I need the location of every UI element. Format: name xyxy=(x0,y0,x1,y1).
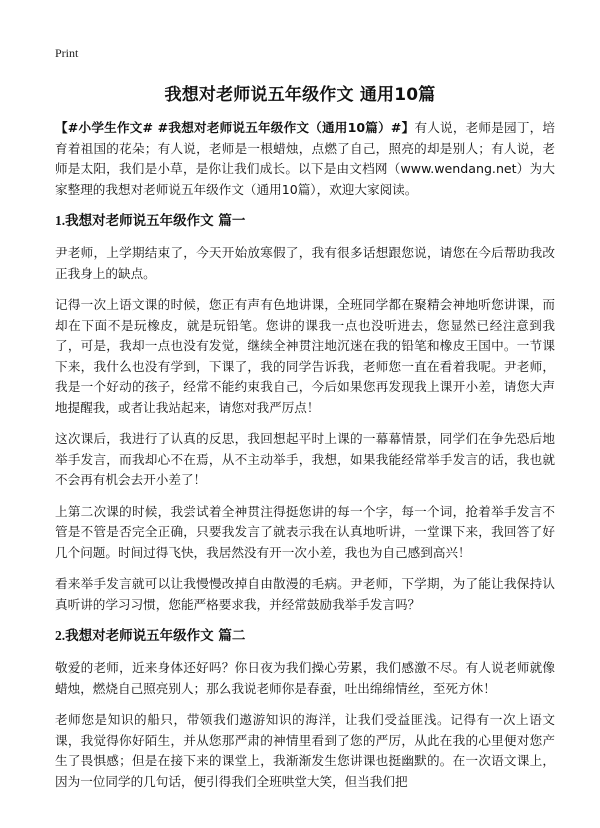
section-heading xyxy=(55,211,555,231)
body-paragraph: 看来举手发言就可以让我慢慢改掉自由散漫的毛病。尹老师，下学期，为了能让我保持认真听讲的学习习惯，您能严格要求我，并经常鼓励我举手发言吗？ xyxy=(55,576,555,612)
intro-paragraph xyxy=(55,118,555,200)
body-paragraph: 这次课后，我进行了认真的反思，我回想起平时上课的一幕幕情景，同学们在争先恐后地举手发言，而我却心不在焉，从不主动举手，我想，如果我能经常举手发言的话，我也就不会再有机会去开小差了！ xyxy=(55,431,555,487)
body-paragraph: 老师您是知识的船只，带领我们遨游知识的海洋，让我们受益匪浅。记得有一次上语文课，我觉得你好陌生，并从您那严肃的神情里看到了您的严厉，从此在我的心里便对您产生了畏惧感；但是在接下来的课堂上，我渐渐发生您讲课也挺幽默的。在一次语文课上，因为一位同学的几句话，便引得我们全班哄堂大笑，但当我们把 xyxy=(55,712,555,789)
print-label[interactable]: Print xyxy=(55,46,79,60)
body-paragraph: 记得一次上语文课的时候，您正有声有色地讲课，全班同学都在聚精会神地听您讲课，而却在下面不是玩橡皮，就是玩铅笔。您讲的课我一点也没听进去，您显然已经注意到我了，可是，我却一点也没有发觉，继续全神贯注地沉迷在我的铅笔和橡皮王国中。一节课下来，我什么也没有学到，下课了，我的同学告诉我，老师您一直在看着我呢。尹老师，我是一个好动的孩子，经常不能约束我自己，今后如果您再发现我上课开小差，请您大声地提醒我，或者让我站起来，请您对我严厉点！ xyxy=(55,297,555,415)
body-paragraph: 上第二次课的时候，我尝试着全神贯注得挺您讲的每一个字，每一个词，抢着举手发言不管是不管是否完全正确，只要我发言了就表示我在认真地听讲，一堂课下来，我回答了好几个问题。时间过得飞快，我居然没有开一次小差，我也为自己感到高兴！ xyxy=(55,503,555,560)
article-body xyxy=(55,118,555,803)
section-heading xyxy=(55,626,555,646)
body-paragraph: 尹老师，上学期结束了，今天开始放寒假了，我有很多话想跟您说，请您在今后帮助我改正我身上的缺点。 xyxy=(55,245,555,281)
section-heading-number: 1. xyxy=(55,213,66,228)
section-heading-text: 我想对老师说五年级作文 篇一 xyxy=(65,213,246,229)
body-paragraph: 敬爱的老师，近来身体还好吗？你日夜为我们操心劳累，我们感激不尽。有人说老师就像蜡烛，燃烧自己照亮别人；那么我说老师你是春蚕，吐出绵绵情丝，至死方休！ xyxy=(55,660,555,696)
intro-bold-lead: 【#小学生作文# #我想对老师说五年级作文（通用10篇）#】 xyxy=(55,120,415,135)
section-heading-text: 我想对老师说五年级作文 篇二 xyxy=(65,628,246,644)
page-title: 我想对老师说五年级作文 通用10篇 xyxy=(164,85,436,105)
intro-text: 有人说，老师是园丁，培育着祖国的花朵；有人说，老师是一根蜡烛，点燃了自己，照亮的却是别人；有人说，老师是太阳，我们是小草，是你让我们成长。以下是由文档网（www.wendang.net）为大家整理的我想对老师说五年级作文（通用10篇），欢迎大家阅读。 xyxy=(55,120,556,197)
section-heading-number: 2. xyxy=(55,628,66,643)
